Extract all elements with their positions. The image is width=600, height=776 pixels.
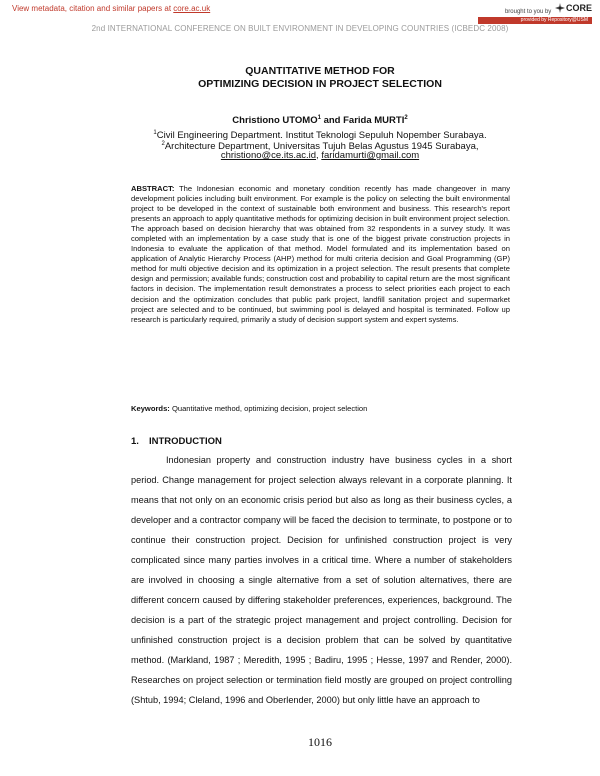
paper-title (0, 65, 600, 91)
page-number: 1016 (308, 735, 332, 749)
affiliation-1-sup: 1 (153, 130, 157, 136)
core-brand[interactable] (505, 3, 592, 15)
keywords-label: Keywords: (131, 404, 170, 413)
core-metadata-link[interactable] (12, 4, 210, 13)
affiliation-2-text: Architecture Department, Universitas Tujuh Belas Agustus 1945 Surabaya, (164, 141, 479, 153)
affiliation-1-text: Civil Engineering Department. Institut Teknologi Sepuluh Nopember Surabaya. (156, 130, 487, 142)
section-heading (131, 436, 222, 447)
section-title: INTRODUCTION (149, 436, 222, 447)
core-logo (555, 3, 592, 13)
introduction-paragraph: Indonesian property and construction industry have business cycles in a short period. Change management for project selection always relevant in a corporate planning. It means that not only on an economic crisis period but also as long as their business cycles, a developer and a contractor company will be faced the decision to terminate, to postpone or to continue their construction project. Decision for unfinished construction project is very complicated since many parties involves in a critical time. Where a number of stakeholders are involved in choosing a single alternative from a set of solution alternatives, there are different concern caused by differing stakeholder preferences, experiences, background. The decision is a part of the strategic project management and project controlling. Decision for unfinished construction project is a decision problem that can be solved by quantitative method. (Markland, 1987 ; Meredith, 1995 ; Badiru, 1995 ; Hesse, 1997 and Render, 2000). Researches on project selection or termination field mostly are grouped on project controlling (Shtub, 1994; Cleland, 1996 and Oberlender, 2000) but only little have an approach to (131, 455, 512, 705)
core-link[interactable]: core.ac.uk (173, 4, 211, 13)
email-separator: , (316, 150, 322, 161)
section-number: 1. (131, 436, 139, 447)
author-2: Farida MURTI (343, 115, 405, 127)
conference-header: 2nd INTERNATIONAL CONFERENCE ON BUILT ENVIRONMENT IN DEVELOPING COUNTRIES (ICBEDC 2008) (91, 24, 509, 33)
author-1: Christiono UTOMO (232, 115, 318, 127)
title-line-2: OPTIMIZING DECISION IN PROJECT SELECTION (198, 78, 442, 90)
core-logo-text: CORE (565, 3, 592, 13)
core-provided-by[interactable]: provided by Repository@USM (478, 17, 592, 24)
abstract-text: The Indonesian economic and monetary condition recently has made changeover in many development policies including built environment. For example is the policy on selecting the built environmental project to be developed in the context of sustainable both environment and business. This research's report presents an approach to apply quantitative methods for optimizing decision in built environment project selection. The approach based on decision hierarchy that was obtained from 32 respondents in a survey study. It was completed with an implementation by a case study that is one of the biggest private construction projects in Indonesia to evaluate the application of that method. Model formulated and its implementation based on application of Analytic Hierarchy Process (AHP) method for multi criteria decision and Goal Programming (GP) method for multi objective decision and its optimization in a project selection. The result presents that complete design and permission; available funds; construction cost and probability to capital return are the most significant factors in decision. The implementation result demonstrates a process to select priorities each project to each decision and the optimization concludes that public park project, landfill sanitation project and supermarket project are selected and to be continued, but swimming pool is delayed and hospital is terminated. Follow up research is particularly required, primarily a study of decision support system and expert systems. (131, 184, 510, 324)
email-1-link[interactable]: christiono@ce.its.ac.id (220, 150, 317, 161)
author-1-sup: 1 (317, 115, 321, 121)
core-logo-icon (555, 3, 565, 13)
title-line-1: QUANTITATIVE METHOD FOR (245, 65, 395, 77)
keywords (131, 404, 510, 413)
core-link-prefix: View metadata, citation and similar papers at (12, 4, 174, 13)
abstract (131, 184, 510, 325)
author-connector: and (320, 115, 344, 127)
email-2-link[interactable]: faridamurti@gmail.com (321, 150, 420, 161)
keywords-text: Quantitative method, optimizing decision, project selection (169, 404, 368, 413)
author-emails (0, 150, 600, 161)
core-brought-by: brought to you by (504, 9, 552, 15)
author-2-sup: 2 (404, 115, 408, 121)
author-line (0, 115, 600, 126)
affiliation-2-sup: 2 (161, 141, 165, 147)
abstract-label: ABSTRACT: (131, 184, 175, 193)
